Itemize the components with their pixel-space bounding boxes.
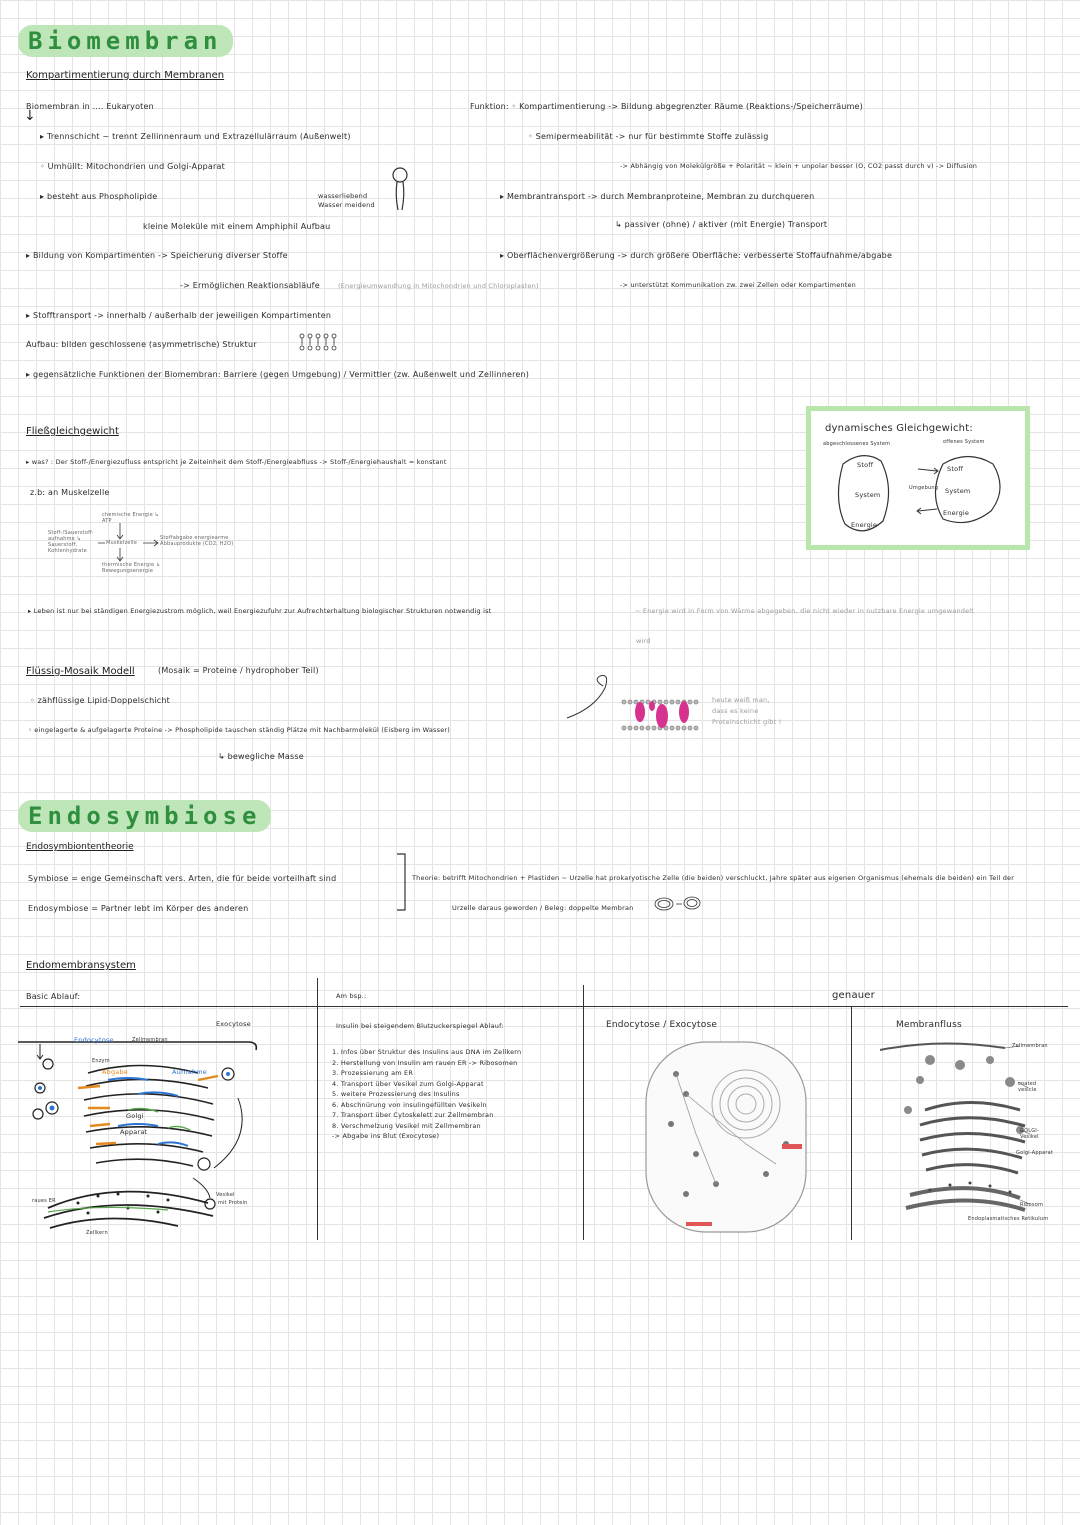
function-line: ▸ Membrantransport -> durch Membranproteine, Membran zu durchqueren [500,192,815,201]
column-header: Basic Ablauf: [26,992,81,1001]
step-item: 1. Infos über Struktur des Insulins aus DNA im Zellkern [332,1048,522,1056]
side-note: Proteinschicht gibt ! [712,718,782,726]
note-line: ◦ zähflüssige Lipid-Doppelschicht [30,696,171,705]
bracket-icon [395,852,415,912]
section-title: Endosymbiose [18,800,271,832]
box-label: Stoff [947,465,964,473]
table-divider [317,978,318,1240]
function-line: Funktion: ◦ Kompartimentierung -> Bildung abgegrenzter Räume (Reaktions-/Speicherräume) [470,102,864,111]
box-label: System [855,491,881,499]
figure-label: coated vesicle [1018,1081,1037,1093]
figure-label: Zellmembran [1012,1043,1048,1049]
sketch-label: Zellkern [86,1230,108,1236]
theory-line: Urzelle daraus geworden / Beleg: doppelte Membran [452,904,634,912]
note-line: ◦ eingelagerte & aufgelagerte Proteine -> Phospholipide tauschen ständig Plätze mit Nachbarmolekül (Eisberg im Wasser) [28,726,450,734]
bilayer-icon [298,333,342,351]
note-line: wird [636,637,651,645]
function-line: -> Abhängig von Molekülgröße + Polarität ~ klein + unpolar besser (O, CO2 passt durch v) -> Diffusion [620,162,978,170]
step-item: 2. Herstellung von Insulin am rauen ER -> Ribosomen [332,1058,518,1067]
note-line: (Mosaik = Proteine / hydrophober Teil) [158,666,319,675]
figure-title: Membranfluss [896,1020,962,1030]
note-line: ▸ besteht aus Phospholipide [40,192,158,201]
flow-arrows [95,520,165,565]
function-line: ↳ passiver (ohne) / aktiver (mit Energie) Transport [615,220,828,229]
figure-label: Golgi-Apparat [1016,1150,1054,1156]
step-item: 5. weitere Prozessierung des Insulins [332,1090,460,1098]
box-label: abgeschlossenes System [823,441,891,447]
example-title: Insulin bei steigendem Blutzuckerspiegel Ablauf: [336,1022,504,1030]
step-item: 4. Transport über Vesikel zum Golgi-Apparat [332,1079,484,1088]
step-item: 3. Prozessierung am ER [332,1069,414,1077]
figure-title: Endocytose / Exocytose [606,1020,718,1030]
sketch-label: mit Protein [218,1200,248,1206]
note-line: (Energieumwandlung in Mitochondrien und Chloroplasten) [338,282,539,290]
section-heading: Flüssig-Mosaik Modell [26,666,135,677]
sketch-label: Zellmembran [132,1037,168,1043]
note-line: ▸ Trennschicht ~ trennt Zellinnenraum und Extrazellulärraum (Außenwelt) [40,132,351,141]
fluid-mosaic-figure [620,696,702,736]
box-label: System [945,487,971,495]
note-line: ◦ Umhüllt: Mitochondrien und Golgi-Apparat [40,162,225,171]
note-line: ↳ bewegliche Masse [218,752,304,761]
phospholipid-icon [385,165,415,215]
note-line: ▸ Bildung von Kompartimenten -> Speicherung diverser Stoffe [26,251,288,260]
column-header: genauer [832,990,875,1001]
note-line: ▸ Leben ist nur bei ständigen Energiezustrom möglich, weil Energiezufuhr zur Aufrechterhaltung biologischer Strukturen notwendig ist [28,607,492,615]
function-line: ◦ Semipermeabilität -> nur für bestimmte Stoffe zulässig [528,132,769,141]
endomembrane-sketch [18,1028,308,1238]
function-line: ▸ Oberflächenvergrößerung -> durch größere Oberfläche: verbesserte Stoffaufnahme/abgabe [500,251,893,260]
step-item: 8. Verschmelzung Vesikel mit Zellmembran [332,1121,481,1130]
note-line: ▸ gegensätzliche Funktionen der Biomembran: Barriere (gegen Umgebung) / Vermittler (zw. Außenwelt und Zellinneren) [26,370,530,379]
figure-label: GOLGI-Vesikel [1020,1128,1039,1140]
section-heading: Endomembransystem [26,960,136,971]
section-heading: Endosymbiontentheorie [26,842,134,852]
equilibrium-box [806,406,1030,550]
endo-exocytose-figure [606,1034,846,1236]
diagram-label: Stoffabgabe energiearme Abbauprodukte (CO2, H2O) [160,535,234,547]
note-line: Aufbau: bilden geschlossene (asymmetrische) Struktur [26,340,257,349]
side-note: dass es keine [712,707,759,715]
note-line: -> Ermöglichen Reaktionsabläufe [180,281,320,290]
sketch-label: Apparat [120,1128,148,1136]
page-title: Biomembran [18,25,233,57]
sketch-label: Endocytose [74,1036,114,1044]
note-line: Biomembran in .... Eukaryoten [26,102,154,111]
box-label: Energie [943,509,970,517]
section-heading: Fließgleichgewicht [26,426,119,437]
diagram-label: Stoff-/Sauerstoff-aufnahme ↳ Sauerstoff, Kohlenhydrate [48,530,94,554]
sketch-label: Vesikel [216,1192,235,1198]
step-item: 7. Transport über Cytoskelett zur Zellmembran [332,1111,494,1119]
side-note: heute weiß man, [712,696,770,704]
sketch-label: Exocytose [216,1020,251,1028]
figure-label: Endoplasmatisches Retikulum [968,1216,1049,1222]
note-line: kleine Moleküle mit einem Amphiphil Aufbau [143,222,331,231]
note-label: Wasser meidend [318,201,375,209]
note-line: Endosymbiose = Partner lebt im Körper des anderen [28,904,249,913]
box-label: Umgebung [909,485,939,491]
function-line: -> unterstützt Kommunikation zw. zwei Zellen oder Kompartimenten [620,281,856,289]
cell-diagram [606,1034,846,1236]
diagram-label: thermische Energie ↳ Bewegungsenergie [102,562,161,574]
note-line: ~ Energie wird in Form von Wärme abgegeben, die nicht wieder in nutzbare Energie umgewandelt [635,607,975,615]
arrow-down-icon: ↓ [24,108,36,124]
table-rule [20,1006,1068,1007]
sketch-label: raues ER [32,1198,56,1204]
note-label: wasserliebend [318,192,368,200]
diagram-label: Muskelzelle [106,540,138,546]
box-label: offenes System [943,439,985,445]
step-item: 6. Abschnürung von insulingefüllten Vesikeln [332,1100,487,1109]
box-title: dynamisches Gleichgewicht: [825,423,973,434]
table-divider [583,985,584,1240]
sketch-label: Golgi [126,1112,144,1120]
diagram-label: chemische Energie ↳ ATP [102,512,160,524]
box-label: Stoff [857,461,874,469]
sketch-label: Aufnahme [172,1068,208,1076]
sketch-label: Abgabe [102,1068,129,1076]
section-heading: Kompartimentierung durch Membranen [26,70,225,81]
column-header: Am bsp.: [336,992,367,1000]
table-divider [851,1006,852,1240]
note-line: z.b: an Muskelzelle [30,488,110,497]
note-line: ▸ was? : Der Stoff-/Energiezufluss entspricht je Zeiteinheit dem Stoff-/Energieabfluss -> Stoff-/Energiehaushalt = konstant [26,458,447,466]
box-label: Energie [851,521,878,529]
sketch-label: Enzym [92,1058,110,1064]
note-line: ▸ Stofftransport -> innerhalb / außerhalb der jeweiligen Kompartimenten [26,311,332,320]
step-item: -> Abgabe ins Blut (Exocytose) [332,1132,440,1140]
double-membrane-icon [652,893,702,913]
note-line: Symbiose = enge Gemeinschaft vers. Arten, die für beide vorteilhaft sind [28,874,337,883]
pointer-arrow [565,668,625,720]
theory-line: Theorie: betrifft Mitochondrien + Plastiden ~ Urzelle hat prokaryotische Zelle (die beiden) verschluckt, Jahre später aus eigenen Organismus (ehemals die beiden) ein Teil der [412,874,1015,882]
figure-label: Ribosom [1020,1202,1044,1208]
